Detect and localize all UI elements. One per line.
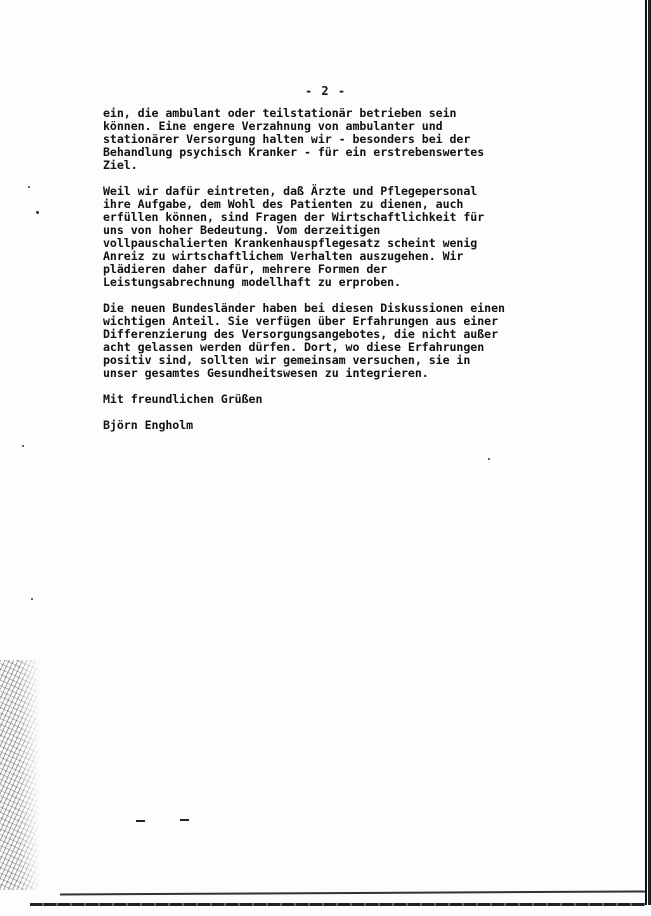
scan-edge-bottom-border: [30, 903, 645, 906]
signature-name: Björn Engholm: [103, 418, 194, 432]
text-line: plädieren daher dafür, mehrere Formen der: [103, 262, 388, 276]
text-line: erfüllen können, sind Fragen der Wirtschaftlichkeit für: [103, 210, 485, 224]
scan-mark: [136, 820, 145, 822]
scan-edge-bottom: [60, 890, 645, 895]
paragraph-1: [103, 107, 523, 172]
text-line: acht gelassen werden dürfen. Dort, wo diese Erfahrungen: [103, 340, 485, 354]
text-line: können. Eine engere Verzahnung von ambulanter und: [103, 119, 443, 133]
scan-speck: [488, 458, 490, 460]
scan-speck: [31, 598, 33, 600]
scan-edge-right: [642, 0, 651, 905]
letter-body: [103, 107, 523, 432]
scan-speck: [36, 211, 39, 214]
text-line: unser gesamtes Gesundheitswesen zu integrieren.: [103, 366, 429, 380]
text-line: Leistungsabrechnung modellhaft zu erproben.: [103, 275, 401, 289]
scan-speck: [22, 445, 24, 447]
scan-speck: [28, 186, 30, 188]
text-line: ein, die ambulant oder teilstationär betrieben sein: [103, 106, 457, 120]
page-number: - 2 -: [304, 84, 347, 98]
text-line: Ziel.: [103, 158, 138, 172]
text-line: Behandlung psychisch Kranker - für ein erstrebenswertes: [103, 145, 485, 159]
scan-noise-left: [0, 660, 40, 890]
text-line: Weil wir dafür eintreten, daß Ärzte und Pflegepersonal: [103, 184, 478, 198]
paragraph-2: [103, 185, 523, 289]
scan-mark: [180, 819, 189, 821]
text-line: ihre Aufgabe, dem Wohl des Patienten zu dienen, auch: [103, 197, 464, 211]
text-line: wichtigen Anteil. Sie verfügen über Erfahrungen aus einer: [103, 314, 499, 328]
text-line: stationärer Versorgung halten wir - besonders bei der: [103, 132, 471, 146]
text-line: positiv sind, sollten wir gemeinsam versuchen, sie in: [103, 353, 471, 367]
text-line: Differenzierung des Versorgungsangebotes, die nicht außer: [103, 327, 499, 341]
paragraph-3: [103, 302, 523, 380]
text-line: uns von hoher Bedeutung. Vom derzeitigen: [103, 223, 381, 237]
text-line: Anreiz zu wirtschaftlichem Verhalten auszugehen. Wir: [103, 249, 464, 263]
text-line: vollpauschalierten Krankenhauspflegesatz scheint wenig: [103, 236, 478, 250]
closing-greeting: Mit freundlichen Grüßen: [103, 392, 263, 406]
text-line: Die neuen Bundesländer haben bei diesen Diskussionen einen: [103, 301, 505, 315]
